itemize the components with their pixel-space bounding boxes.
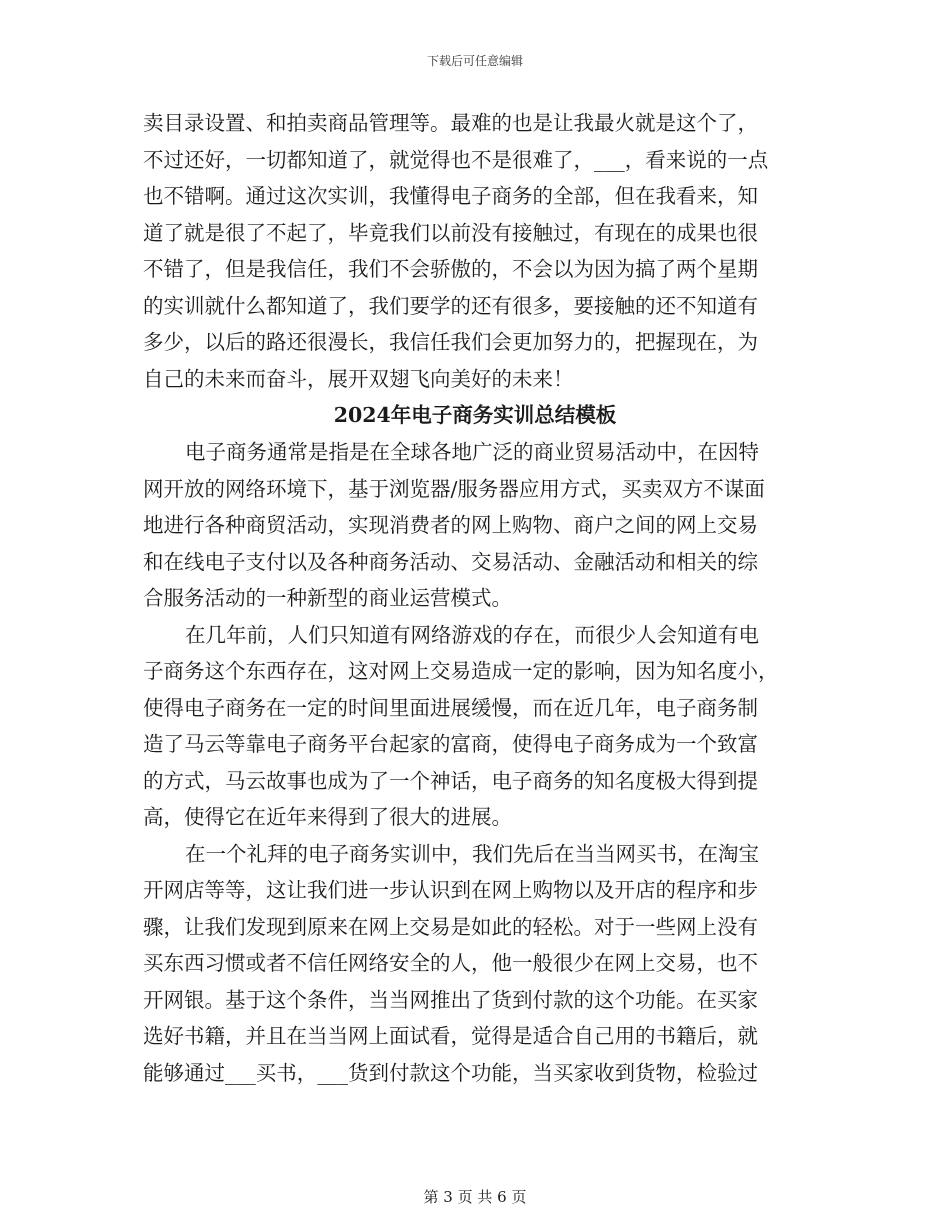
text-line: 使得电子商务在一定的时间里面进展缓慢，而在近几年，电子商务制: [143, 695, 758, 720]
paragraph-definition: [143, 434, 807, 617]
text-line: 地进行各种商贸活动，实现消费者的网上购物、商户之间的网上交易: [143, 513, 758, 537]
text-line: 子商务这个东西存在，这对网上交易造成一定的影响，因为知名度小，: [143, 659, 779, 683]
section-heading: 2024年电子商务实训总结模板: [333, 403, 617, 427]
text-line: 多少，以后的路还很漫长，我信任我们会更加努力的，把握现在，为: [143, 330, 758, 354]
text-line: 开网银。基于这个条件，当当网推出了货到付款的这个功能。在买家: [143, 987, 758, 1012]
text-line: 的方式，马云故事也成为了一个神话，电子商务的知名度极大得到提: [143, 768, 758, 793]
document-body: [143, 105, 807, 1091]
text-line: 也不错啊。通过这次实训，我懂得电子商务的全部，但在我看来，知: [143, 184, 758, 208]
paragraph-continued: [143, 105, 807, 397]
text-line: 卖目录设置、和拍卖商品管理等。最难的也是让我最火就是这个了，: [143, 111, 758, 135]
text-line: 自己的未来而奋斗，展开双翅飞向美好的未来！: [143, 366, 574, 391]
text-line: 选好书籍，并且在当当网上面试看，觉得是适合自己用的书籍后，就: [143, 1024, 758, 1048]
text-line: 买东西习惯或者不信任网络安全的人，他一般很少在网上交易，也不: [143, 951, 758, 975]
text-line: 能够通过___买书，___货到付款这个功能，当买家收到货物，检验过: [143, 1060, 758, 1085]
text-line: 高，使得它在近年来得到了很大的进展。: [143, 805, 512, 829]
paragraph-history: [143, 617, 807, 836]
paragraph-training: [143, 836, 807, 1092]
page-number: 第 3 页 共 6 页: [423, 1188, 527, 1206]
text-line: 造了马云等靠电子商务平台起家的富商，使得电子商务成为一个致富: [143, 732, 758, 756]
text-line: 骤，让我们发现到原来在网上交易是如此的轻松。对于一些网上没有: [143, 914, 758, 939]
text-line: 在一个礼拜的电子商务实训中，我们先后在当当网买书，在淘宝: [185, 841, 759, 866]
page-header: 下载后可任意编辑: [426, 54, 523, 68]
text-line: 和在线电子支付以及各种商务活动、交易活动、金融活动和相关的综: [143, 549, 758, 574]
text-line: 网开放的网络环境下，基于浏览器/服务器应用方式，买卖双方不谋面: [143, 476, 765, 501]
text-line: 电子商务通常是指是在全球各地广泛的商业贸易活动中，在因特: [185, 440, 759, 464]
text-line: 道了就是很了不起了，毕竟我们以前没有接触过，有现在的成果也很: [143, 220, 758, 245]
text-line: 在几年前，人们只知道有网络游戏的存在，而很少人会知道有电: [185, 622, 759, 647]
text-line: 不过还好，一切都知道了，就觉得也不是很难了，___，看来说的一点: [143, 147, 769, 172]
text-line: 不错了，但是我信任，我们不会骄傲的，不会以为因为搞了两个星期: [143, 257, 758, 281]
text-line: 开网店等等，这让我们进一步认识到在网上购物以及开店的程序和步: [143, 878, 758, 902]
text-line: 合服务活动的一种新型的商业运营模式。: [143, 586, 512, 610]
text-line: 的实训就什么都知道了，我们要学的还有很多，要接触的还不知道有: [143, 293, 758, 318]
